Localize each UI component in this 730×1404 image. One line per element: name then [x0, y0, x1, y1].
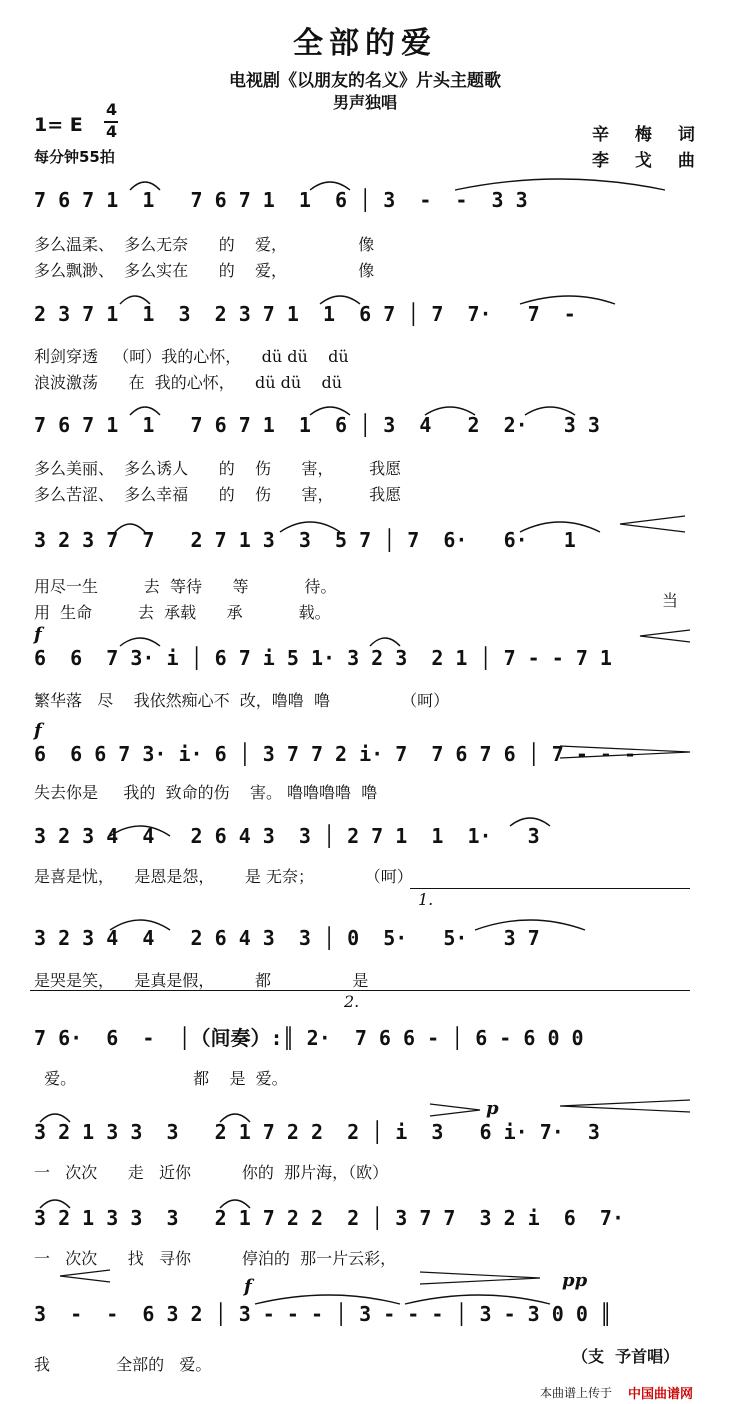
voice-type: 男声独唱 [332, 93, 397, 112]
page-subtitle: 电视剧《以朋友的名义》片头主题歌 [229, 71, 501, 91]
slur-arc [320, 296, 360, 304]
notation-line: 3 2 3 7 7 2 7 1 3 3 5 7 │ 7 6· 6· 1 [34, 528, 576, 552]
lyricist-credit: 辛 梅 词 [592, 125, 705, 145]
notation-line: 7 6 7 1 1 7 6 7 1 1 6 │ 3 4 2 2· 3 3 [34, 413, 600, 437]
slur-arc [120, 296, 150, 304]
lyric-line: 浪波激荡 在 我的心怀， dü dü dü [34, 373, 343, 392]
tie-arc [405, 1295, 550, 1304]
lyric-line: 我 全部的 爱。 [34, 1355, 212, 1374]
slur-arc [520, 522, 600, 532]
time-signature-top: 4 [106, 100, 118, 119]
slur-arc [370, 638, 400, 646]
volta-2-label: 2. [344, 992, 360, 1011]
notation-line: 7 6 7 1 1 7 6 7 1 1 6 │ 3 - - 3 3 [34, 188, 528, 212]
tie-arc [455, 179, 665, 190]
dynamic-pianissimo: pp [562, 1270, 588, 1291]
notation-line: 3 2 1 3 3 3 2 1 7 2 2 2 │ 3 7 7 3 2 i 6 7· [34, 1206, 625, 1230]
slur-arc [130, 182, 160, 190]
tie-arc [255, 1295, 400, 1304]
slur-arc [510, 818, 550, 826]
tempo-marking: 每分钟55拍 [34, 148, 115, 166]
slur-arc [280, 522, 340, 532]
tie-arc [520, 296, 615, 304]
dynamic-forte: f [34, 720, 42, 741]
lyric-line: 一 次次 走 近你 你的 那片海，（欧） [34, 1163, 389, 1182]
footer-brand-logo[interactable]: 中国曲谱网 [628, 1387, 694, 1402]
lyric-line: 是喜是忧， 是恩是怨， 是 无奈； （呵） [34, 867, 413, 886]
key-signature: 1= E [34, 114, 83, 136]
slur-arc [220, 1200, 250, 1208]
lyric-line: 利剑穿透 （呵）我的心怀， dü dü dü [34, 347, 349, 366]
lyric-line: 多么美丽、 多么诱人 的 伤 害， 我愿 [34, 459, 402, 478]
slur-arc [40, 1114, 70, 1122]
slur-arc [525, 407, 575, 415]
lyric-line: 是哭是笑， 是真是假， 都 是 [34, 971, 369, 990]
slur-arc [475, 920, 585, 930]
notation-line: 7 6· 6 - │（间奏）:║ 2· 7 6 6 - │ 6 - 6 0 0 [34, 1026, 584, 1050]
notation-line: 3 2 3 4 4 2 6 4 3 3 │ 0 5· 5· 3 7 [34, 926, 540, 950]
hairpin-crescendo [640, 630, 690, 642]
page-title: 全部的爱 [293, 26, 437, 61]
slur-arc [115, 524, 145, 532]
side-lyric: 当 [662, 591, 679, 610]
slur-arc [310, 182, 350, 190]
lyric-line: 失去你是 我的 致命的伤 害。 噜噜噜噜 噜 [34, 783, 378, 802]
time-signature-bottom: 4 [106, 122, 118, 141]
hairpin-crescendo [620, 516, 685, 532]
notation-line: 6 6 6 7 3· i· 6 │ 3 7 7 2 i· 7 7 6 7 6 │ 7 - - - [34, 742, 637, 766]
notation-line: 3 2 1 3 3 3 2 1 7 2 2 2 │ i 3 6 i· 7· 3 [34, 1120, 600, 1144]
lyric-line: 爱。 都 是 爱。 [34, 1069, 288, 1088]
dynamic-forte: f [34, 624, 42, 645]
notation-line: 6 6 7 3· i │ 6 7 i 5 1· 3 2 3 2 1 │ 7 - - 7 1 [34, 646, 612, 670]
lyric-line: 用尽一生 去 等待 等 待。 [34, 577, 337, 596]
hairpin-decrescendo [430, 1104, 480, 1116]
composer-credit: 李 戈 曲 [592, 151, 705, 171]
hairpin-decrescendo [560, 746, 690, 758]
volta-1-label: 1. [418, 890, 434, 909]
lyric-line: 多么飘渺、 多么实在 的 爱， 像 [34, 261, 375, 280]
lyric-line: 多么苦涩、 多么幸福 的 伤 害， 我愿 [34, 485, 402, 504]
hairpin-crescendo [60, 1270, 110, 1282]
lyric-line: 用 生命 去 承载 承 载。 [34, 603, 331, 622]
lyric-line: 一 次次 找 寻你 停泊的 那一片云彩， [34, 1249, 397, 1268]
slur-arc [130, 407, 160, 415]
dynamic-forte: f [244, 1276, 252, 1297]
lyric-line: 多么温柔、 多么无奈 的 爱， 像 [34, 235, 375, 254]
slur-arc [120, 638, 160, 646]
performer-credit: （支 予首唱） [572, 1347, 680, 1366]
slur-arc [310, 407, 350, 415]
footer-text: 本曲谱上传于 [540, 1386, 613, 1400]
slur-arc [40, 1200, 70, 1208]
notation-line: 3 - - 6 3 2 │ 3 - - - │ 3 - - - │ 3 - 3 0 0 ║ [34, 1302, 612, 1326]
lyric-line: 繁华落 尽 我依然痴心不 改，噜噜 噜 （呵） [34, 691, 450, 710]
slur-arc [220, 1114, 250, 1122]
slur-arc [110, 920, 170, 930]
hairpin-crescendo [560, 1100, 690, 1112]
notation-line: 3 2 3 4 4 2 6 4 3 3 │ 2 7 1 1 1· 3 [34, 824, 540, 848]
slur-arc [425, 407, 475, 415]
hairpin-decrescendo [420, 1272, 540, 1284]
slur-arc [110, 826, 170, 836]
dynamic-piano: p [486, 1098, 499, 1119]
notation-line: 2 3 7 1 1 3 2 3 7 1 1 6 7 │ 7 7· 7 - [34, 302, 576, 326]
